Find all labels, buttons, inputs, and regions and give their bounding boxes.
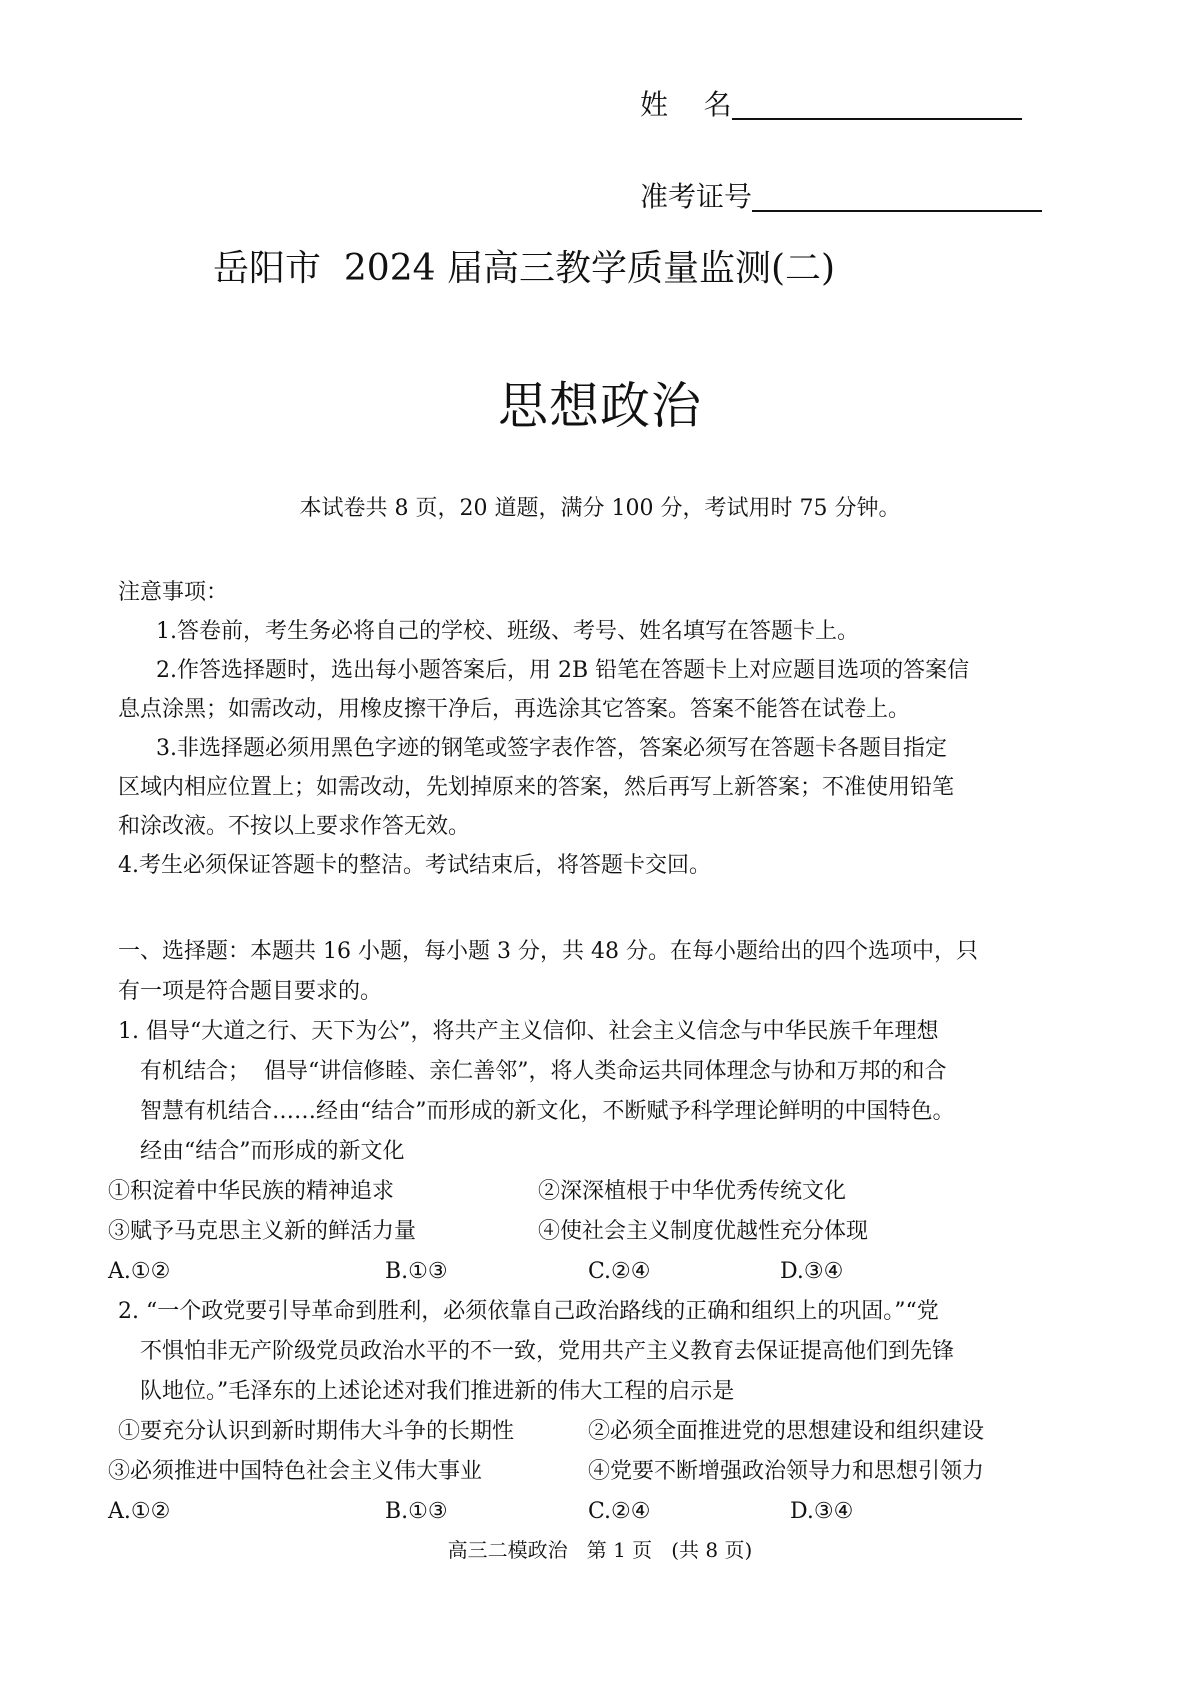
- choice-c[interactable]: C.②④: [588, 1499, 651, 1524]
- choice-c[interactable]: C.②④: [588, 1259, 651, 1284]
- choice-b[interactable]: B.①③: [385, 1259, 448, 1284]
- exam-info: 本试卷共 8 页，20 道题，满分 100 分，考试用时 75 分钟。: [299, 496, 901, 521]
- question-stem: 1. 倡导“大道之行、天下为公”，将共产主义信仰、社会主义信念与中华民族千年理想: [118, 1019, 939, 1044]
- choice-b[interactable]: B.①③: [385, 1499, 448, 1524]
- statement-1: ①积淀着中华民族的精神追求: [108, 1179, 395, 1204]
- statement-2: ②必须全面推进党的思想建设和组织建设: [588, 1419, 985, 1444]
- name-label: 姓 名: [640, 88, 732, 121]
- statement-3: ③赋予马克思主义新的鲜活力量: [108, 1219, 417, 1244]
- question-stem: 2. “一个政党要引导革命到胜利，必须依靠自己政治路线的正确和组织上的巩固。”“党: [118, 1299, 939, 1324]
- question-stem: 不惧怕非无产阶级党员政治水平的不一致，党用共产主义教育去保证提高他们到先锋: [140, 1339, 955, 1364]
- subject-title: 思想政治: [498, 377, 702, 435]
- question-stem: 智慧有机结合……经由“结合”而形成的新文化，不断赋予科学理论鲜明的中国特色。: [140, 1099, 955, 1124]
- notice-line: 和涂改液。不按以上要求作答无效。: [118, 814, 471, 839]
- statement-4: ④党要不断增强政治领导力和思想引领力: [588, 1459, 985, 1484]
- notice-line: 区域内相应位置上；如需改动，先划掉原来的答案，然后再写上新答案；不准使用铅笔: [118, 775, 955, 800]
- choice-a[interactable]: A.①②: [108, 1499, 171, 1524]
- id-blank[interactable]: [752, 180, 1042, 212]
- id-field: [640, 180, 1042, 212]
- notice-heading: 注意事项：: [118, 580, 229, 605]
- name-field: [640, 88, 1022, 120]
- statement-3: ③必须推进中国特色社会主义伟大事业: [108, 1459, 483, 1484]
- section-heading: 一、选择题：本题共 16 小题，每小题 3 分，共 48 分。在每小题给出的四个选项中，只: [118, 939, 978, 964]
- id-label: 准考证号: [640, 180, 753, 213]
- question-stem: 队地位。”毛泽东的上述论述对我们推进新的伟大工程的启示是: [140, 1379, 735, 1404]
- notice-line: 息点涂黑；如需改动，用橡皮擦干净后，再选涂其它答案。答案不能答在试卷上。: [118, 697, 911, 722]
- page-footer: 高三二模政治 第 1 页 (共 8 页): [447, 1538, 753, 1562]
- exam-title: 岳阳市 2024 届高三教学质量监测(二): [213, 248, 836, 289]
- name-blank[interactable]: [732, 88, 1022, 120]
- notice-line: 3.非选择题必须用黑色字迹的钢笔或签字表作答，答案必须写在答题卡各题目指定: [156, 736, 947, 761]
- notice-line: 2.作答选择题时，选出每小题答案后，用 2B 铅笔在答题卡上对应题目选项的答案信: [156, 658, 970, 683]
- choice-d[interactable]: D.③④: [790, 1499, 854, 1524]
- choice-d[interactable]: D.③④: [780, 1259, 844, 1284]
- statement-4: ④使社会主义制度优越性充分体现: [538, 1219, 869, 1244]
- choice-a[interactable]: A.①②: [108, 1259, 171, 1284]
- statement-1: ①要充分认识到新时期伟大斗争的长期性: [118, 1419, 515, 1444]
- question-stem: 有机结合； 倡导“讲信修睦、亲仁善邻”，将人类命运共同体理念与协和万邦的和合: [140, 1059, 947, 1084]
- notice-line: 1.答卷前，考生务必将自己的学校、班级、考号、姓名填写在答题卡上。: [156, 619, 859, 644]
- notice-line: 4.考生必须保证答题卡的整洁。考试结束后，将答题卡交回。: [118, 853, 711, 878]
- section-heading-cont: 有一项是符合题目要求的。: [118, 979, 383, 1004]
- question-stem: 经由“结合”而形成的新文化: [140, 1139, 405, 1164]
- statement-2: ②深深植根于中华优秀传统文化: [538, 1179, 847, 1204]
